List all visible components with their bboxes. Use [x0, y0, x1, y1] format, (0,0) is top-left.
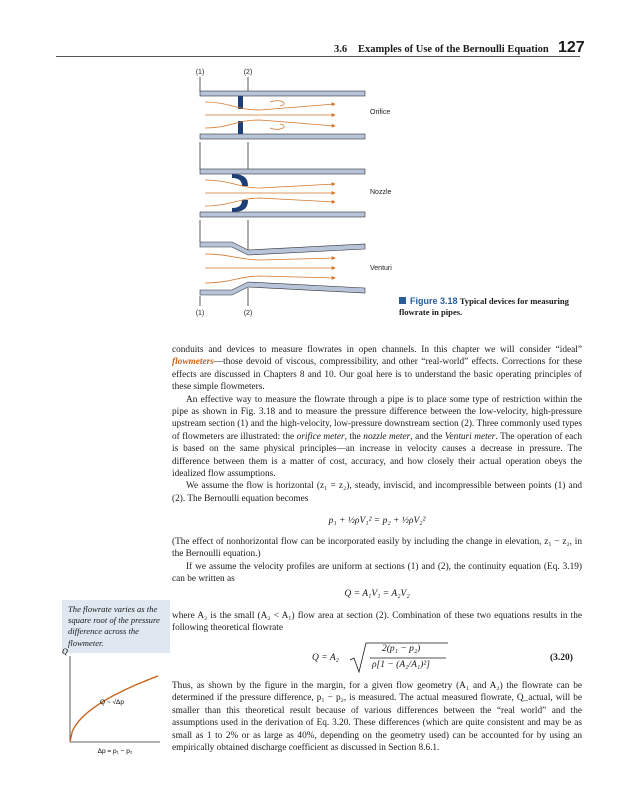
nozzle-meter [200, 169, 365, 217]
label-venturi: Venturi [370, 265, 392, 272]
header-rule [56, 56, 580, 57]
paragraph-2: An effective way to measure the flowrate through a pipe is to place some type of restriction within the pipe as shown in Fig. 3.18 and to measure the pressure difference between the low-velocity, high-pressure upstream section (1) and the high-velocity, low-pressure downstream section (2). Three commonly used types of flowmeters are illustrated: the orifice meter, the nozzle meter, and the Venturi meter. The operation of each is based on the same physical principles—an increase in velocity causes a decrease in pressure. The difference between them is a matter of cost, accuracy, and how closely their actual operation obeys the idealized flow assumptions. [172, 394, 582, 480]
body-block-4 [172, 680, 582, 754]
equation-continuity: Q = A₁V₁ = A₂V₂ [344, 589, 410, 599]
body-block-1 [172, 344, 582, 505]
paragraph-5: If we assume the velocity profiles are uniform at sections (1) and (2), the continuity equation (Eq. 3.19) can be written as [172, 561, 582, 585]
running-header [0, 41, 624, 61]
flowmeter-diagram [160, 62, 400, 324]
paragraph-1: conduits and devices to measure flowrates in open channels. In this chapter we will consider “ideal” flowmeters—those devoid of viscous, compressibility, and other “real-world” effects. Corrections for these effects are discussed in Chapters 8 and 10. Our goal here is to understand the basic operating principles of these simple flowmeters. [172, 345, 582, 393]
term-orifice-meter: orifice meter [296, 431, 345, 442]
paragraph-3: We assume the flow is horizontal (z₁ = z₂), steady, inviscid, and incompressible between points (1) and (2). The Bernoulli equation becomes [172, 481, 582, 504]
equation-numerator: 2(p₁ − p₂) [382, 644, 421, 654]
plot-xlabel: Δp = p₁ − p₂ [97, 748, 133, 755]
paragraph-4: (The effect of nonhorizontal flow can be incorporated easily by including the change in elevation, z₁ − z₂, in the Bernoulli equation.) [172, 537, 582, 560]
plot-ylabel: Q [62, 648, 68, 656]
plot-curve [70, 676, 158, 742]
section-label-1-bottom: (1) [195, 310, 205, 317]
orifice-plate-top [238, 96, 243, 109]
equation-number: (3.20) [550, 653, 573, 663]
equation-bernoulli: p₁ + ½ρV₁² = p₂ + ½ρV₂² [328, 516, 426, 526]
label-orifice: Orifice [370, 109, 391, 116]
caption-square-icon [399, 297, 406, 304]
equation-lhs: Q = A₂ [312, 653, 339, 663]
term-flowmeters: flowmeters [172, 357, 214, 368]
plot-curve-label: Q ~ √Δp [100, 699, 124, 706]
label-nozzle: Nozzle [370, 189, 392, 196]
orifice-meter [200, 91, 365, 139]
body-block-3 [172, 610, 582, 635]
body-block-2 [172, 536, 582, 586]
margin-plot [60, 648, 170, 760]
paragraph-7: Thus, as shown by the figure in the margin, for a given flow geometry (A₁ and A₂) the flowrate can be determined if the pressure difference, p₁ − p₂, is measured. The actual measured flowrate, Q_actual, will be smaller than this theoretical result because of various differences between the “real world” and the assumptions used in the derivation of Eq. 3.20. These differences (which are quite consistent and may be as small as 1 to 2% or as large as 40%, depending on the geometry used) can be accounted for by using an empirically obtained discharge coefficient as discussed in Section 8.6.1. [172, 681, 582, 754]
equation-denominator: ρ[1 − (A₂/A₁)²] [372, 660, 430, 670]
figure-label: Figure 3.18 [410, 296, 458, 306]
term-venturi-meter: Venturi meter [444, 431, 496, 442]
paragraph-6: where A₂ is the small (A₂ < A₁) flow area at section (2). Combination of these two equations results in the following theoretical flowrate [172, 611, 582, 634]
section-title: Examples of Use of the Bernoulli Equation [358, 44, 549, 55]
page-number: 127 [558, 39, 585, 56]
section-label-2-top: (2) [243, 69, 253, 76]
section-number: 3.6 [334, 44, 348, 55]
figure-caption [399, 296, 584, 318]
venturi-meter [200, 242, 365, 295]
term-nozzle-meter: nozzle meter [363, 431, 411, 442]
section-label-2-bottom: (2) [243, 310, 253, 317]
section-label-1-top: (1) [195, 69, 205, 76]
orifice-plate-bottom [238, 121, 243, 134]
caption-text: Typical devices for measuring flowrate in pipes. [399, 296, 569, 317]
margin-note: The flowrate varies as the square root of the pressure difference across the flowmeter. [62, 600, 170, 653]
